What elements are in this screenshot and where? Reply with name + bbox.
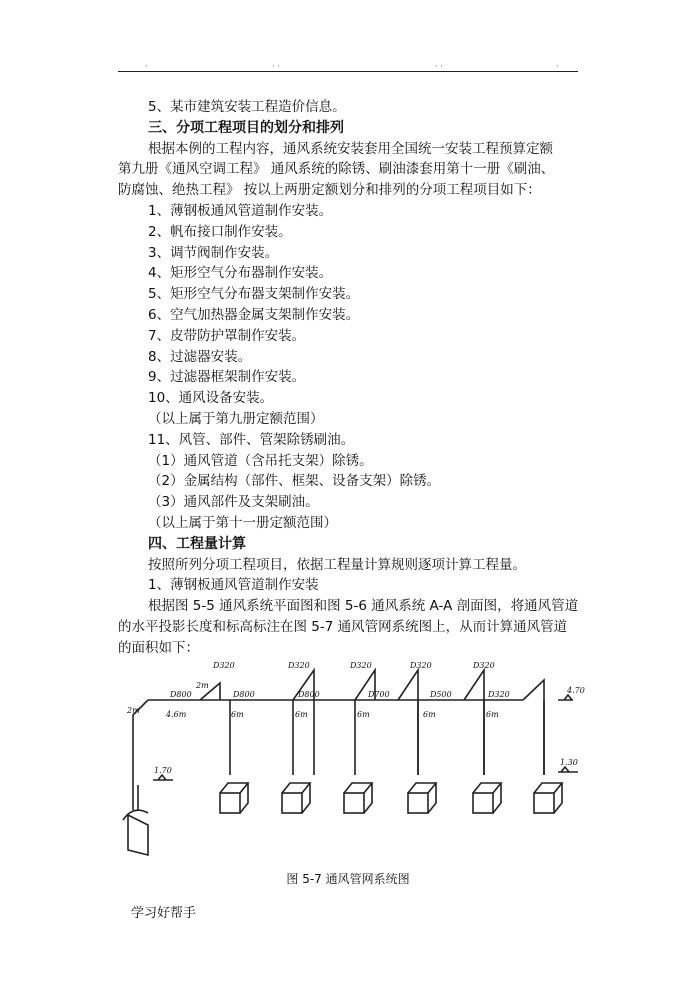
main-label: D700: [368, 690, 390, 699]
text-line: 4、矩形空气分布器制作安装。: [148, 265, 333, 282]
branch-top: [293, 670, 314, 775]
text-line: 9、过滤器框架制作安装。: [148, 369, 306, 386]
header-rule: [118, 71, 578, 72]
text-line: 根据本例的工程内容，通风系统安装套用全国统一安装工程预算定额: [148, 140, 553, 157]
text-line: 5、某市建筑安装工程造价信息。: [148, 99, 346, 115]
section-heading: 四、工程量计算: [148, 535, 246, 552]
length-label: 4.6m: [166, 710, 187, 719]
text-line: 6、空气加热器金属支架制作安装。: [148, 307, 360, 323]
elevation-label: 1.30: [560, 758, 578, 767]
text-line: 8、过滤器安装。: [148, 348, 252, 365]
top-label: D320: [410, 661, 432, 670]
diffuser-box: [344, 783, 372, 813]
text-line: 的水平投影长度和标高标注在图 5-7 通风管网系统图上，从而计算通风管道: [118, 619, 568, 635]
elevation-label: 4.70: [567, 686, 585, 695]
header-dot: ·: [145, 62, 148, 71]
text-line: 3、调节阀制作安装。: [148, 244, 279, 261]
elevation-label: 1.70: [154, 766, 172, 775]
top-label: D320: [213, 661, 235, 670]
text-line: （1）通风管道（含吊托支架）除锈。: [148, 452, 373, 469]
text-line: 2、帆布接口制作安装。: [148, 223, 292, 240]
header-dot: · ·: [435, 62, 443, 71]
top-label: D320: [288, 661, 310, 670]
text-line: 根据图 5-5 通风系统平面图和图 5-6 通风系统 A-A 剖面图，将通风管道: [148, 598, 579, 615]
branch-length: 6m: [357, 710, 370, 719]
text-line: 防腐蚀、绝热工程》 按以上两册定额划分和排列的分项工程项目如下：: [118, 182, 541, 199]
text-line: （以上属于第十一册定额范围）: [148, 515, 337, 531]
text-line: 第九册《通风空调工程》 通风系统的除锈、刷油漆套用第十一册《刷油、: [118, 161, 555, 178]
branch-length: 6m: [231, 710, 244, 719]
fan-body: [128, 815, 148, 855]
text-line: 7、皮带防护罩制作安装。: [148, 327, 306, 344]
text-line: 1、薄钢板通风管道制作安装: [148, 577, 319, 594]
footer-text: 学习好帮手: [131, 906, 197, 921]
text-line: （2）金属结构（部件、框架、设备支架）除锈。: [148, 473, 441, 490]
branch-top: [464, 670, 484, 775]
text-line: （3）通风部件及支架刷油。: [148, 494, 319, 511]
figure-caption: 图 5-7 通风管网系统图: [286, 872, 410, 886]
diffuser-box: [220, 783, 248, 813]
diffuser-box: [473, 783, 501, 813]
diffuser-box: [534, 783, 562, 813]
text-line: 按照所列分项工程项目，依据工程量计算规则逐项计算工程量。: [148, 556, 526, 573]
branch-length: 6m: [423, 710, 436, 719]
main-label: D800: [233, 690, 255, 699]
branch-length: 6m: [295, 710, 308, 719]
text-line: 5、矩形空气分布器支架制作安装。: [148, 286, 360, 303]
length-label: 2m: [127, 706, 140, 715]
header-dot: ·: [556, 62, 559, 71]
main-label: D800: [298, 690, 320, 699]
section-heading: 三、分项工程项目的划分和排列: [148, 119, 344, 136]
diffuser-box: [282, 783, 310, 813]
top-label: D320: [350, 661, 372, 670]
header-dot: · ·: [272, 62, 280, 71]
branch-length: 6m: [486, 710, 499, 719]
text-line: 10、通风设备安装。: [148, 390, 274, 407]
length-label: 2m: [196, 681, 209, 690]
text-line: 1、薄钢板通风管道制作安装。: [148, 203, 333, 219]
main-label: D800: [170, 690, 192, 699]
main-label: D320: [488, 690, 510, 699]
text-line: （以上属于第九册定额范围）: [148, 411, 324, 427]
text-line: 的面积如下：: [118, 639, 199, 656]
duct-system-diagram: [118, 655, 585, 870]
branch-top: [398, 670, 418, 775]
main-label: D500: [430, 690, 452, 699]
end-duct: [523, 680, 544, 775]
text-line: 11、风管、部件、管架除锈刷油。: [148, 431, 355, 448]
diffuser-box: [408, 783, 436, 813]
top-label: D320: [473, 661, 495, 670]
